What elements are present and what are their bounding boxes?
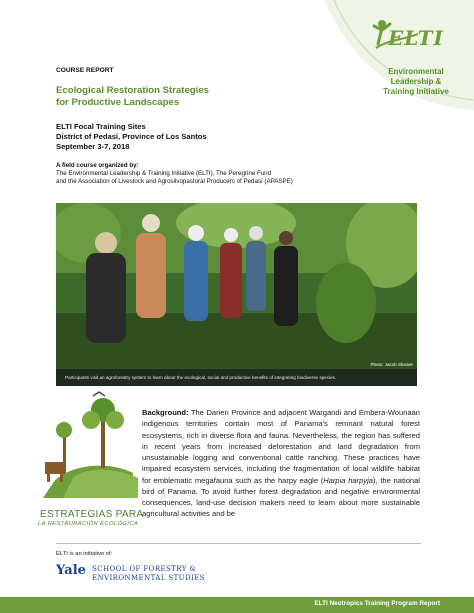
organizers-line: and the Association of Livestock and Agrosilvopastoral Producers of Pedasí (APASPE) <box>56 178 293 186</box>
photo-credit: Photo: Jacob Slusser <box>370 362 413 367</box>
org-line: Training Initiative <box>383 87 449 96</box>
sites-line: September 3-7, 2018 <box>56 142 130 151</box>
background-heading: Background: <box>142 408 189 417</box>
emblem-label-sub: LA RESTAURACIÓN ECOLÓGICA <box>38 521 139 527</box>
restoration-emblem-icon <box>33 388 143 518</box>
sites-line: District of Pedasí, Province of Los Santos <box>56 132 207 141</box>
yale-school-line: SCHOOL OF FORESTRY & <box>92 565 197 573</box>
photo-caption: Participants visit an agroforestry system to learn about the ecological, social and productive benefits of integrating biodiverse species. <box>56 369 417 386</box>
org-line: Environmental <box>388 67 444 76</box>
organization-tagline <box>366 67 466 97</box>
sites-line: ELTI Focal Training Sites <box>56 122 146 131</box>
initiative-label: ELTI is an initiative of: <box>56 551 113 557</box>
field-photo-illustration <box>56 203 417 369</box>
org-line: Leadership & <box>390 77 442 86</box>
footer-report-label: ELTI Neotropics Training Program Report <box>314 600 440 607</box>
emblem-label-main: ESTRATEGIAS PARA <box>40 509 144 520</box>
report-title <box>56 85 246 109</box>
background-species-name: Harpia harpyja <box>323 475 373 485</box>
training-sites <box>56 122 207 152</box>
organizers-line: The Environmental Leadership & Training Initiative (ELTI), The Peregrine Fund <box>56 170 272 178</box>
background-text-part2: ), the national bird of Panama. To avoid further forest degradation and negative environmental consequences, land-use decision makers need to learn about more sustainable agricultural activities and be <box>142 475 420 519</box>
background-text-part1: The Darien Province and adjacent Wargandi and Embera-Wounaan indigenous territories contain most of Panama's remnant natural forest ecosystems, rich in diverse flora and fauna. Nevertheless, the region has suffered in recent years from increased deforestation and land degradation from unsustainable logging and conventional cattle ranching. These practices have impaired ecosystem services, including the fragmentation of local wildlife habitat for emblematic megafauna such as the harpy eagle ( <box>142 408 420 485</box>
field-photo <box>56 203 417 369</box>
section-divider <box>56 543 421 544</box>
title-line: for Productive Landscapes <box>56 97 180 108</box>
background-paragraph <box>142 407 420 520</box>
yale-logo-text: Yale <box>56 563 86 578</box>
organizers-heading: A field course organized by: <box>56 162 139 169</box>
organizers <box>56 162 436 187</box>
yale-school-line: ENVIRONMENTAL STUDIES <box>92 574 205 582</box>
yale-school-name <box>92 565 205 583</box>
elti-logo-text: ELTI <box>388 26 444 50</box>
report-type-label: COURSE REPORT <box>56 67 114 74</box>
title-line: Ecological Restoration Strategies <box>56 85 210 96</box>
